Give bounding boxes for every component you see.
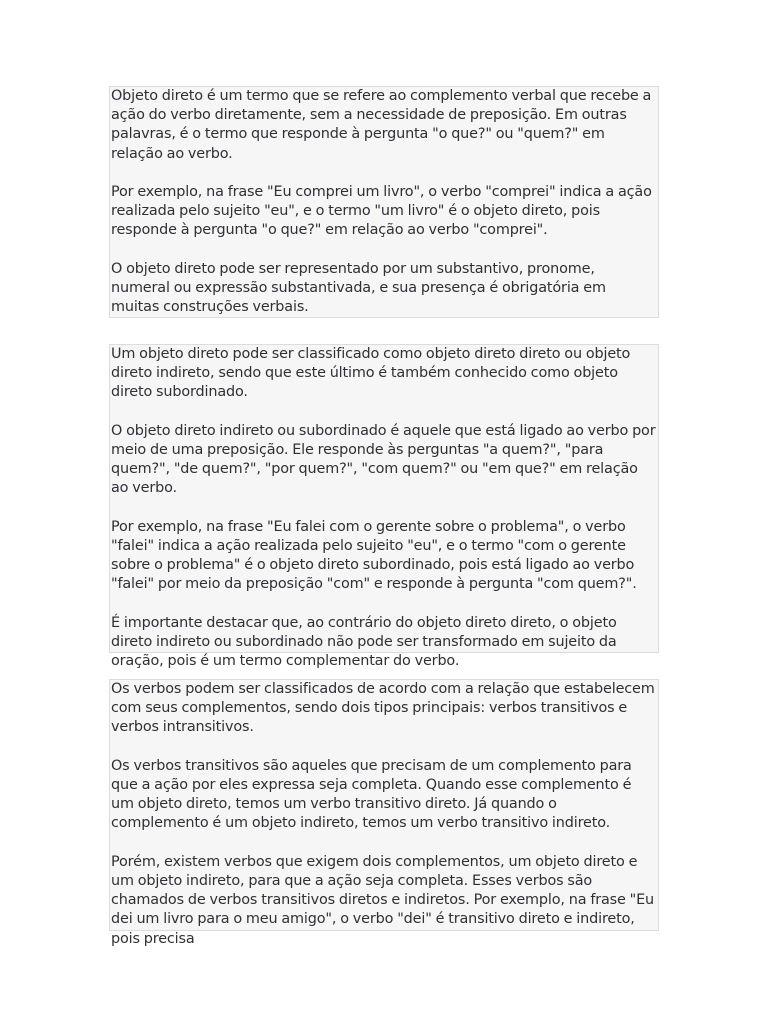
text-block-classificacao — [109, 344, 659, 670]
paragraph: Objeto direto é um termo que se refere ao complemento verbal que recebe a ação do verbo diretamente, sem a necessidade de preposição. Em outras palavras, é o termo que responde à pergunta "o que?" ou "quem?" em relação ao verbo. — [111, 88, 652, 162]
paragraph: Os verbos podem ser classificados de acordo com a relação que estabelecem com seus complementos, sendo dois tipos principais: verbos transitivos e verbos intransitivos. — [111, 681, 655, 736]
text-block-verbos-transitivos — [109, 679, 659, 947]
paragraph: O objeto direto indireto ou subordinado é aquele que está ligado ao verbo por meio de uma preposição. Ele responde às perguntas "a quem?", "para quem?", "de quem?", "por quem?", "com quem?" ou "em que?" em relação ao verbo. — [111, 422, 656, 497]
paragraph: É importante destacar que, ao contrário do objeto direto direto, o objeto direto indireto ou subordinado não pode ser transformado em sujeito da oração, pois é um termo complementar do verbo. — [111, 614, 617, 670]
text-block-objeto-direto — [109, 86, 659, 318]
paragraph: Por exemplo, na frase "Eu falei com o gerente sobre o problema", o verbo "falei" indica a ação realizada pelo sujeito "eu", e o termo "com o gerente sobre o problema" é o objeto direto subordinado, pois está ligado ao verbo "falei" por meio da preposição "com" e responde à pergunta "com quem?". — [111, 518, 637, 593]
paragraph: O objeto direto pode ser representado por um substantivo, pronome, numeral ou expressão substantivada, e sua presença é obrigatória em muitas construções verbais. — [111, 260, 606, 316]
paragraph: Porém, existem verbos que exigem dois complementos, um objeto direto e um objeto indireto, para que a ação seja completa. Esses verbos são chamados de verbos transitivos diretos e indiretos. Por exemplo, na frase "Eu dei um livro para o meu amigo", o verbo "dei" é transitivo direto e indireto, pois precisa — [111, 853, 655, 947]
paragraph: Por exemplo, na frase "Eu comprei um livro", o verbo "comprei" indica a ação realizada pelo sujeito "eu", e o termo "um livro" é o objeto direto, pois responde à pergunta "o que?" em relação ao verbo "comprei". — [111, 184, 652, 239]
paragraph: Os verbos transitivos são aqueles que precisam de um complemento para que a ação por eles expressa seja completa. Quando esse complemento é um objeto direto, temos um verbo transitivo direto. Já quando o complemento é um objeto indireto, temos um verbo transitivo indireto. — [111, 757, 632, 832]
paragraph: Um objeto direto pode ser classificado como objeto direto direto ou objeto direto indireto, sendo que este último é também conhecido como objeto direto subordinado. — [111, 346, 631, 401]
